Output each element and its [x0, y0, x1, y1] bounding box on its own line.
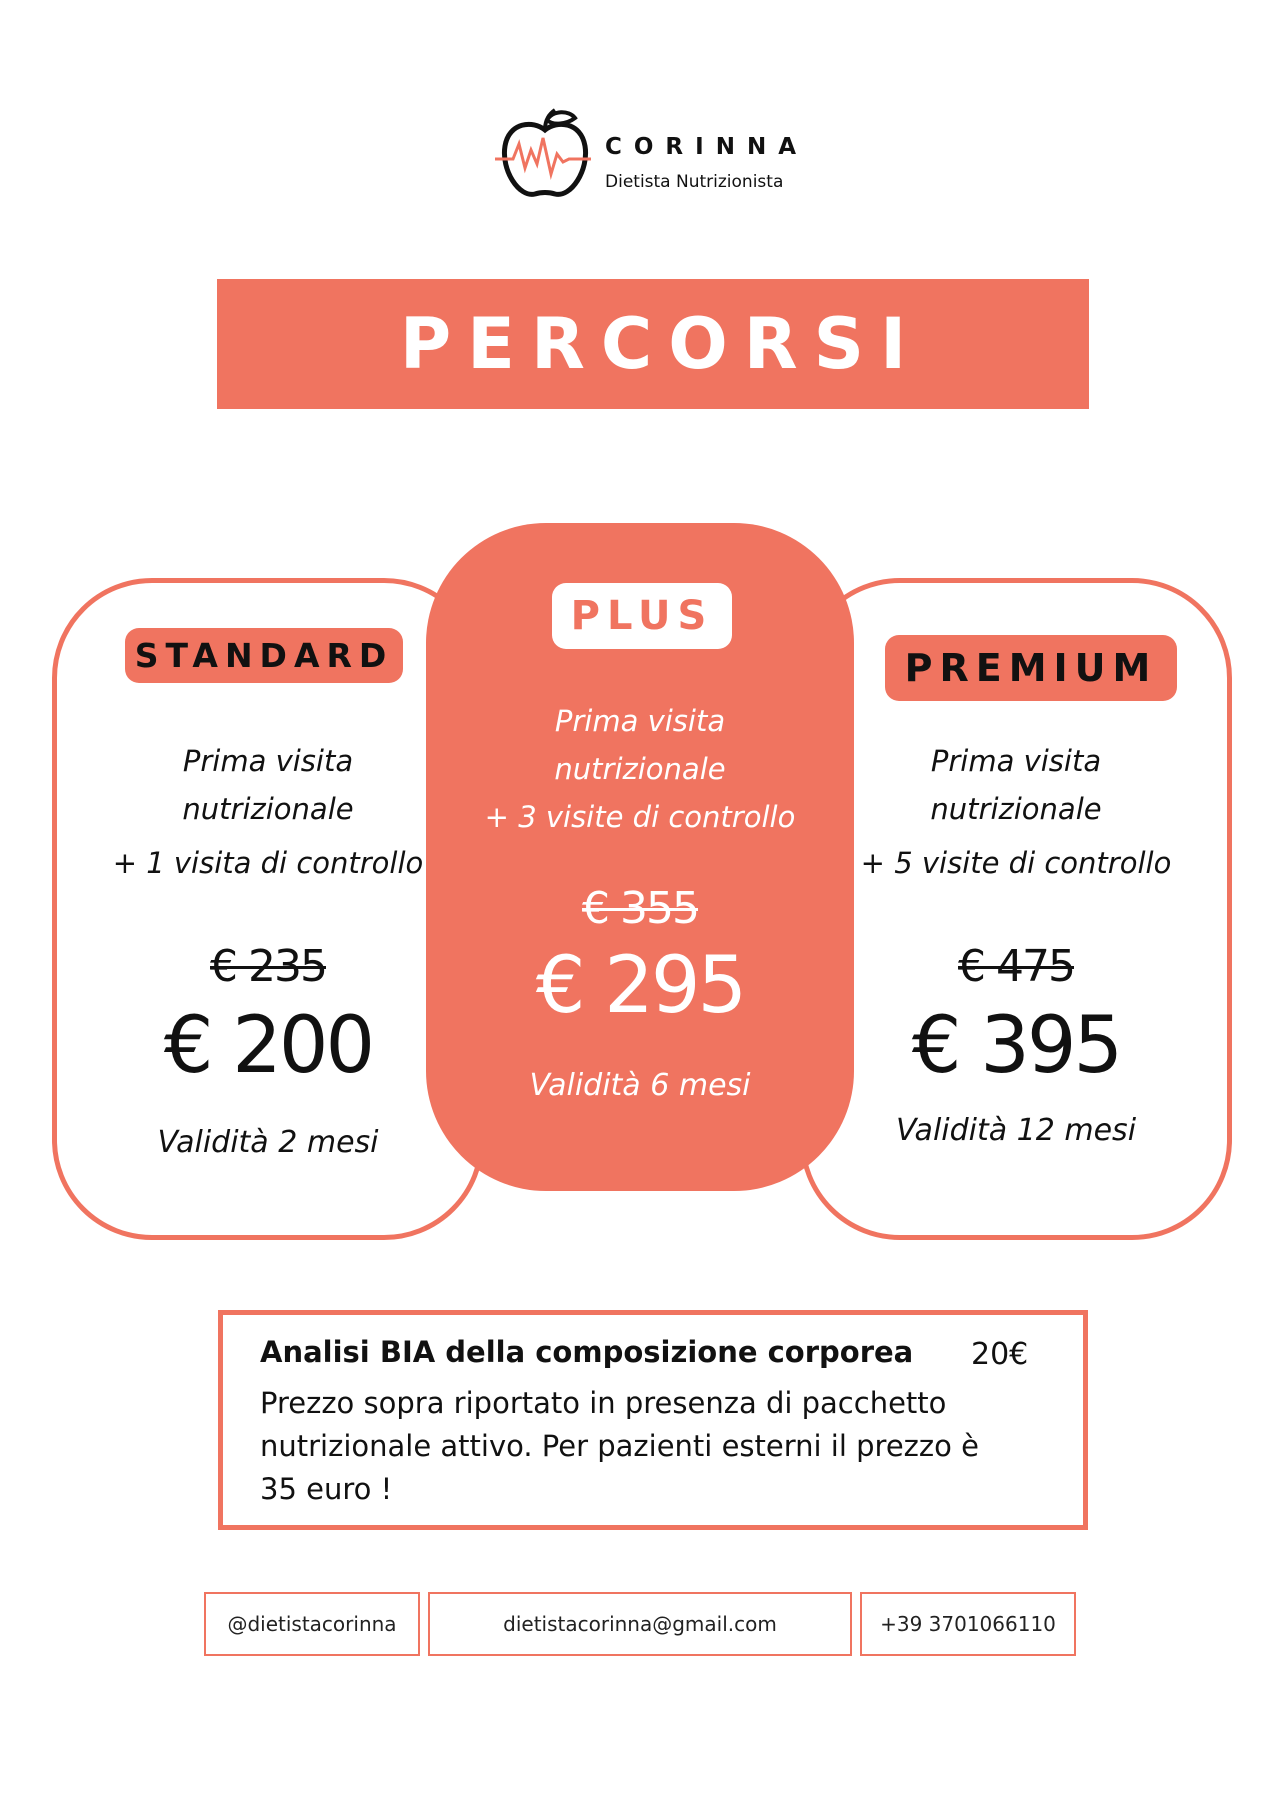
bia-price: 20€ — [971, 1337, 1029, 1372]
plan-badge-standard: STANDARD — [125, 628, 403, 683]
plan-price: € 200 — [163, 1001, 373, 1091]
phone-number[interactable]: +39 3701066110 — [860, 1592, 1076, 1656]
brand-subtitle: Dietista Nutrizionista — [605, 172, 784, 192]
plan-description-line: Prima visita — [930, 744, 1102, 778]
plan-description-line: + 5 visite di controllo — [860, 846, 1172, 880]
apple-heartbeat-icon — [495, 106, 595, 202]
bia-title: Analisi BIA della composizione corporea — [260, 1335, 914, 1369]
plan-description-line: + 1 visita di controllo — [112, 846, 424, 880]
page-title-banner — [217, 279, 1089, 409]
plan-badge-premium: PREMIUM — [885, 635, 1177, 701]
plan-description-line: + 3 visite di controllo — [484, 800, 796, 834]
plan-badge-plus: PLUS — [552, 583, 732, 649]
plan-card-premium — [800, 578, 1232, 1240]
plan-description-line: nutrizionale — [930, 792, 1102, 826]
plan-validity: Validità 12 mesi — [895, 1113, 1137, 1148]
bia-description-line: Prezzo sopra riportato in presenza di pacchetto — [260, 1386, 947, 1420]
plan-description-line: nutrizionale — [182, 792, 354, 826]
plan-old-price: € 355 — [582, 883, 698, 934]
email-link[interactable]: dietistacorinna@gmail.com — [428, 1592, 852, 1656]
plan-description-line: nutrizionale — [554, 752, 726, 786]
plan-card-plus — [426, 523, 854, 1191]
plan-price: € 395 — [911, 1001, 1121, 1091]
plan-description-line: Prima visita — [554, 704, 726, 738]
page-title: PERCORSI — [399, 303, 923, 385]
plan-card-standard — [52, 578, 484, 1240]
plan-description — [805, 737, 1227, 887]
bia-description — [260, 1382, 1060, 1511]
plan-description — [57, 737, 479, 887]
plan-description — [426, 697, 854, 841]
bia-info-box — [218, 1310, 1088, 1530]
bia-description-line: 35 euro ! — [260, 1472, 393, 1506]
plan-old-price: € 235 — [210, 941, 326, 992]
plan-validity: Validità 6 mesi — [529, 1068, 751, 1103]
brand-name: CORINNA — [605, 134, 808, 160]
bia-description-line: nutrizionale attivo. Per pazienti esterni il prezzo è — [260, 1429, 979, 1463]
plan-description-line: Prima visita — [182, 744, 354, 778]
brand-logo — [495, 106, 808, 202]
plan-price: € 295 — [535, 941, 745, 1031]
plan-validity: Validità 2 mesi — [157, 1125, 379, 1160]
plan-old-price: € 475 — [958, 941, 1074, 992]
instagram-handle[interactable]: @dietistacorinna — [204, 1592, 420, 1656]
